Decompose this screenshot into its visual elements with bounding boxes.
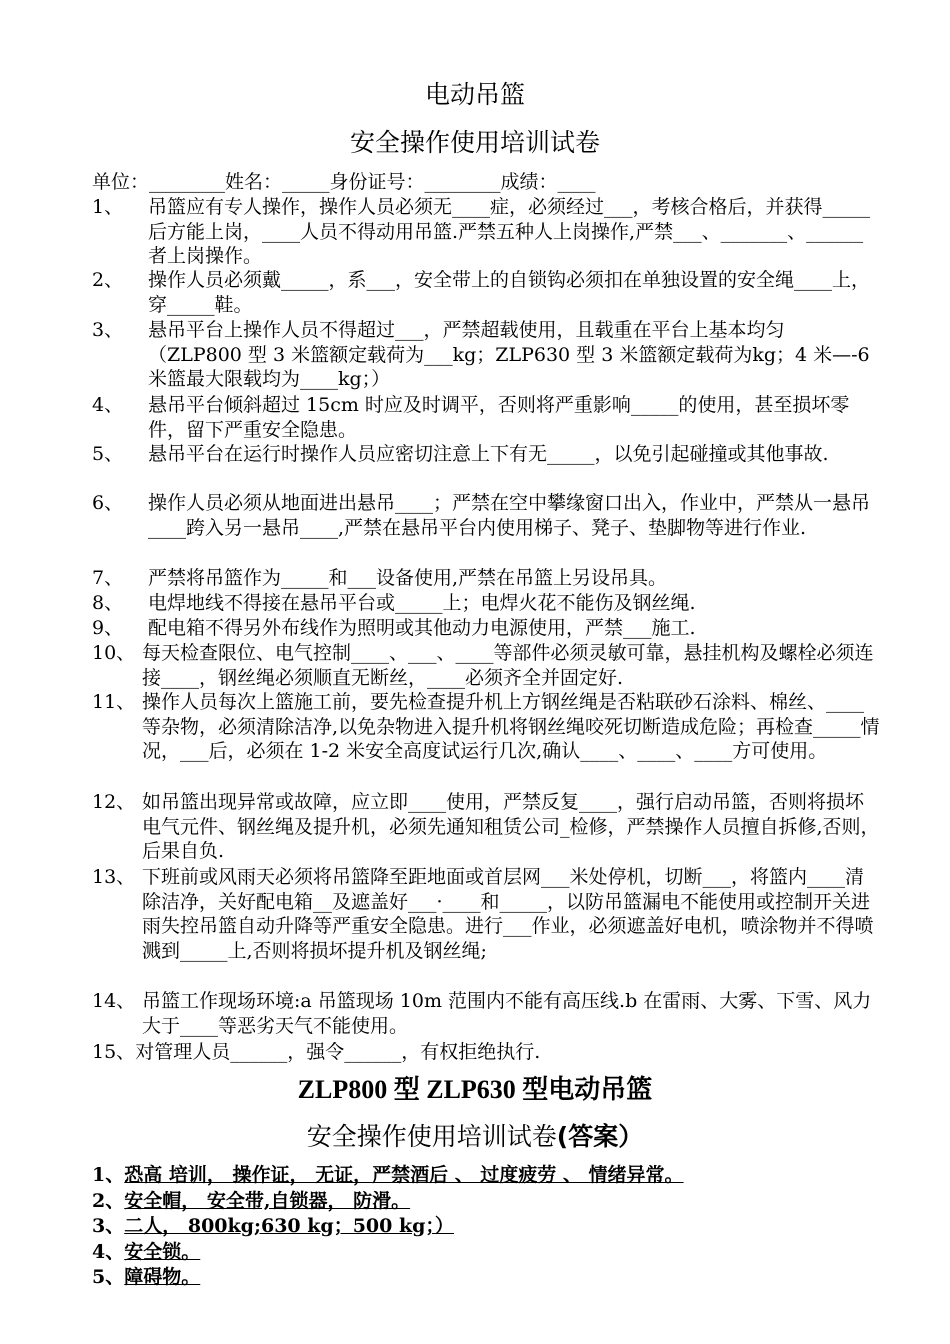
question-text: 操作人员必须戴_____，系___，安全带上的自锁钩必须扣在单独设置的安全绳____上，穿_____鞋。 [148, 269, 871, 316]
document-subtitle: 安全操作使用培训试卷 [349, 128, 600, 157]
question-text: 对管理人员______，强令______，有权拒绝执行. [135, 1041, 541, 1063]
question-text: 悬吊平台在运行时操作人员应密切注意上下有无_____，以免引起碰撞或其他事故. [148, 443, 829, 465]
question-number: 15、 [92, 1041, 136, 1063]
answer-5 [92, 1265, 200, 1289]
answer-text: 安全锁。 [124, 1241, 201, 1263]
question-number: 8、 [92, 592, 124, 614]
question-text: 每天检查限位、电气控制____、___、____等部件必须灵敏可靠，悬挂机构及螺栓必须连接____，钢丝绳必须顺直无断丝，____必须齐全并固定好. [142, 642, 874, 689]
answer-2 [92, 1189, 410, 1213]
answer-subtitle-main: 安全操作使用培训试卷 [306, 1122, 557, 1151]
answer-text: 恐高 培训， 操作证， 无证，严禁酒后 、 过度疲劳 、 情绪异常。 [124, 1164, 684, 1186]
answer-number: 2、 [92, 1190, 125, 1212]
answer-text: 安全帽， 安全带,自锁器， 防滑。 [124, 1190, 411, 1212]
question-number: 9、 [92, 617, 124, 639]
question-number: 5、 [92, 443, 124, 465]
question-text: 配电箱不得另外布线作为照明或其他动力电源使用，严禁___施工. [148, 617, 696, 639]
answer-text: 二人， 800kg;630 kg；500 kg；） [124, 1215, 454, 1237]
question-text: 操作人员必须从地面进出悬吊____；严禁在空中攀缘窗口出入，作业中，严禁从一悬吊____跨入另一悬吊____,严禁在悬吊平台内使用梯子、凳子、垫脚物等进行作业. [148, 492, 871, 539]
question-number: 3、 [92, 319, 124, 341]
question-text: 操作人员每次上篮施工前，要先检查提升机上方钢丝绳是否粘联砂石涂料、棉丝、____等杂物，必须清除洁净,以免杂物进入提升机将钢丝绳咬死切断造成危险；再检查_____情况，___后，必须在 1-2 米安全高度试运行几次,确认____、____、____方可使用。 [142, 691, 880, 763]
document-title: 电动吊篮 [424, 80, 525, 109]
question-number: 7、 [92, 567, 124, 589]
answer-number: 4、 [92, 1241, 125, 1263]
answer-subtitle [0, 1122, 950, 1152]
question-text: 悬吊平台上操作人员不得超过___，严禁超载使用，且载重在平台上基本均匀（ZLP800 型 3 米篮额定载荷为___kg；ZLP630 型 3 米篮额定载荷为kg；4 米—-6 米篮最大限载均为____kg；） [148, 319, 870, 391]
answer-number: 3、 [92, 1215, 125, 1237]
answer-1 [92, 1163, 684, 1187]
question-15 [92, 1040, 540, 1065]
answer-3 [92, 1214, 454, 1238]
answer-number: 1、 [92, 1164, 125, 1186]
question-number: 1、 [92, 196, 124, 218]
question-number: 13、 [92, 866, 136, 888]
question-text: 下班前或风雨天必须将吊篮降至距地面或首层网___米处停机，切断___，将篮内____清除洁净，关好配电箱__及遮盖好___·____和_____，以防吊篮漏电不能使用或控制开关进雨失控吊篮自动升降等严重安全隐患。进行___作业，必须遮盖好电机，喷涂物并不得喷溅到_____上,否则将损坏提升机及钢丝绳; [142, 866, 874, 962]
answer-number: 5、 [92, 1266, 125, 1288]
question-text: 严禁将吊篮作为_____和___设备使用,严禁在吊篮上另设吊具。 [148, 567, 668, 589]
question-number: 2、 [92, 269, 124, 291]
question-number: 10、 [92, 642, 136, 664]
answer-4 [92, 1240, 200, 1264]
candidate-info-line: 单位：________姓名：_____身份证号：________成绩：____ [92, 171, 596, 193]
question-text: 悬吊平台倾斜超过 15cm 时应及时调平，否则将严重影响_____的使用，甚至损坏零件，留下严重安全隐患。 [148, 394, 850, 441]
question-number: 4、 [92, 394, 124, 416]
question-text: 吊篮工作现场环境:a 吊篮现场 10m 范围内不能有高压线.b 在雷雨、大雾、下雪、风力大于____等恶劣天气不能使用。 [142, 990, 872, 1037]
answer-text: 障碍物。 [124, 1266, 201, 1288]
question-number: 11、 [92, 691, 136, 713]
question-text: 如吊篮出现异常或故障，应立即____使用，严禁反复____，强行启动吊篮，否则将损坏电气元件、钢丝绳及提升机，必须先通知租赁公司_检修，严禁操作人员擅自拆修,否则，后果自负. [142, 791, 880, 863]
question-text: 吊篮应有专人操作，操作人员必须无____症，必须经过___，考核合格后，并获得_____后方能上岗，____人员不得动用吊篮.严禁五种人上岗操作,严禁___、_______、______者上岗操作。 [148, 196, 871, 268]
question-number: 12、 [92, 791, 136, 813]
question-text: 电焊地线不得接在悬吊平台或_____上；电焊火花不能伤及钢丝绳. [148, 592, 696, 614]
answer-subtitle-tag: (答案） [556, 1122, 644, 1151]
answer-title: ZLP800 型 ZLP630 型电动吊篮 [297, 1075, 653, 1104]
question-number: 6、 [92, 492, 124, 514]
question-number: 14、 [92, 990, 136, 1012]
